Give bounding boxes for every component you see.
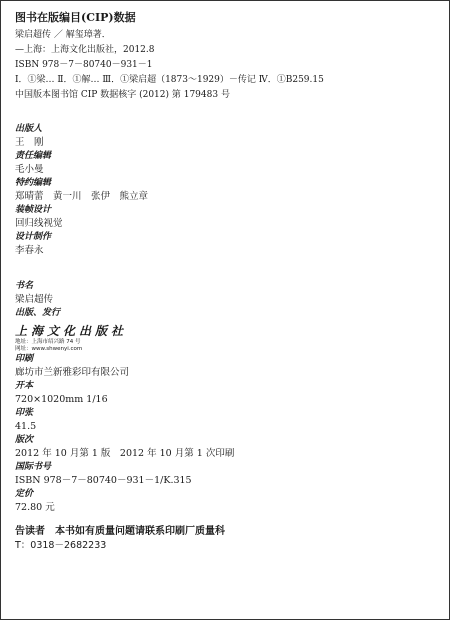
spacer [15, 258, 435, 280]
edition-value: 2012 年 10 月第 1 版 2012 年 10 月第 1 次印刷 [15, 448, 235, 459]
publisher-address: 地址：上海市绍兴路 74 号 [15, 339, 81, 345]
edition-label: 版次 [15, 435, 34, 445]
cip-title: 图书在版编目(CIP)数据 [15, 11, 136, 24]
details-block [15, 353, 435, 515]
staff-block [15, 123, 435, 258]
cip-line: Ⅰ．①梁… Ⅱ．①解… Ⅲ．①梁启超（1873～1929）－传记 Ⅳ．①B259.15 [15, 75, 324, 85]
price-value: 72.80 元 [15, 502, 55, 513]
notice-text: 本书如有质量问题请联系印刷厂质量科 [55, 526, 225, 537]
notice-phone: T：0318－2682233 [15, 540, 107, 551]
printer-label: 印刷 [15, 354, 34, 364]
cover-design-value: 回归线视觉 [15, 218, 63, 229]
publisher-website: 网址：www.shwenyi.com [15, 346, 83, 352]
spacer [15, 103, 435, 123]
design-production-label: 设计制作 [15, 232, 52, 242]
sheets-label: 印张 [15, 408, 34, 418]
design-production-value: 李春永 [15, 245, 44, 256]
format-label: 开本 [15, 381, 34, 391]
editor-label: 责任编辑 [15, 151, 52, 161]
cip-block [15, 9, 435, 103]
publisher-person-label: 出版人 [15, 124, 43, 134]
book-block [15, 280, 435, 353]
publisher-person-value: 王 刚 [15, 137, 44, 148]
cip-line: —上海：上海文化出版社，2012.8 [15, 45, 155, 55]
cip-line: ISBN 978－7－80740－931－1 [15, 60, 153, 70]
special-editor-value: 郑晴蕾 黄一川 张伊 熊立章 [15, 191, 149, 202]
printer-value: 廊坊市兰新雅彩印有限公司 [15, 367, 130, 378]
editor-value: 毛小曼 [15, 164, 44, 175]
cover-design-label: 装帧设计 [15, 205, 52, 215]
book-name-value: 梁启超传 [15, 294, 54, 305]
notice-key: 告读者 [15, 526, 45, 537]
publisher-logo: 上海文化出版社 [15, 324, 128, 338]
publisher-label: 出版、发行 [15, 308, 61, 318]
isbn-label: 国际书号 [15, 462, 52, 472]
isbn-value: ISBN 978－7－80740－931－1/K.315 [15, 475, 192, 486]
book-name-label: 书名 [15, 281, 34, 291]
format-value: 720×1020mm 1/16 [15, 394, 108, 405]
sheets-value: 41.5 [15, 421, 37, 432]
cip-line: 中国版本图书馆 CIP 数据核字 (2012) 第 179483 号 [15, 90, 230, 100]
reader-notice [15, 525, 435, 539]
cip-line: 梁启超传 ／ 解玺璋著． [15, 30, 111, 40]
special-editor-label: 特约编辑 [15, 178, 52, 188]
price-label: 定价 [15, 489, 34, 499]
